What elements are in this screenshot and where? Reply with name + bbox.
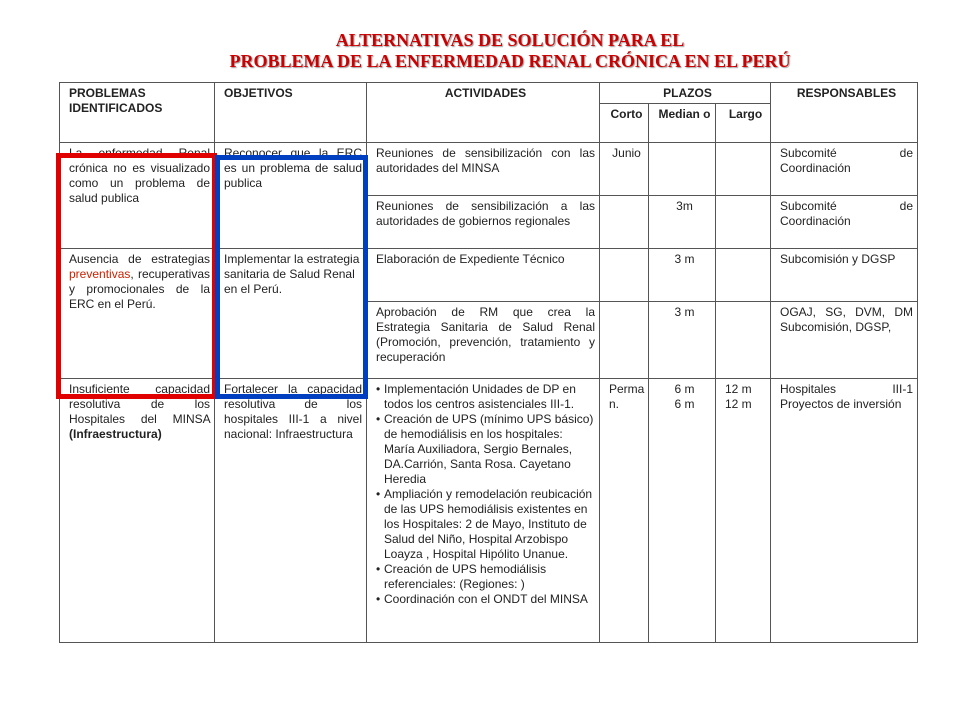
plazo-largo-cell	[716, 249, 771, 302]
solutions-table	[59, 82, 918, 643]
table-row	[60, 249, 918, 302]
list-item: • Ampliación y remodelación reubicación de las UPS hemodiálisis existentes en los Hospitales: 2 de Mayo, Instituto de Salud del Niño, Hospital Arzobispo Loayza , Hospital Hipólito Unanue.	[376, 487, 595, 562]
list-item: • Creación de UPS (mínimo UPS básico) de hemodiálisis en los hospitales: María Auxiliadora, Sergio Bernales, DA.Carrión, Santa Rosa. Cayetano Heredia	[376, 412, 595, 487]
responsable-line: Hospitales III-1	[780, 382, 913, 396]
title-line-1: ALTERNATIVAS DE SOLUCIÓN PARA EL	[335, 30, 685, 50]
list-item: • Implementación Unidades de DP en todos los centros asistenciales III-1.	[376, 382, 595, 412]
responsable-cell: Subcomisión y DGSP	[771, 249, 918, 302]
problem-text-a: Ausencia de estrategias	[69, 252, 210, 266]
problem-cell: La enfermedad Renal crónica no es visualizado como un problema de salud publica	[60, 143, 215, 249]
problem-text-c: , recuperativas y promocionales de la ERC en el Perú.	[69, 267, 210, 311]
header-row	[60, 83, 918, 104]
plazo-value: 12 m	[725, 397, 752, 411]
plazo-largo-cell	[716, 143, 771, 196]
plazo-mediano-cell: 3 m	[649, 249, 716, 302]
activity-cell: Reuniones de sensibilización a las autoridades de gobiernos regionales	[367, 196, 600, 249]
activity-cell: Aprobación de RM que crea la Estrategia Sanitaria de Salud Renal (Promoción, prevención, tratamiento y recuperación	[367, 302, 600, 379]
plazo-mediano-cell	[649, 379, 716, 643]
plazo-corto-cell: Perma n.	[600, 379, 649, 643]
problem-text-a: Insuficiente capacidad resolutiva de los Hospitales del MINSA	[69, 382, 210, 426]
table-row	[60, 143, 918, 196]
activity-list	[376, 382, 595, 607]
responsable-cell: Subcomité de Coordinación	[771, 196, 918, 249]
objective-cell: Implementar la estrategia sanitaria de Salud Renal en el Perú.	[215, 249, 367, 379]
header-problemas: PROBLEMAS IDENTIFICADOS	[60, 83, 215, 143]
problem-cell	[60, 249, 215, 379]
plazo-mediano-cell	[649, 143, 716, 196]
problem-text-highlight: preventivas	[69, 267, 131, 281]
responsable-cell: OGAJ, SG, DVM, DM Subcomisión, DGSP,	[771, 302, 918, 379]
header-responsables: RESPONSABLES	[771, 83, 918, 143]
plazo-value: 12 m	[725, 382, 752, 396]
table-row	[60, 379, 918, 643]
plazo-largo-cell	[716, 379, 771, 643]
plazo-mediano-cell: 3 m	[649, 302, 716, 379]
problem-text-bold: (Infraestructura)	[69, 427, 162, 441]
plazo-largo-cell	[716, 196, 771, 249]
list-item: • Creación de UPS hemodiálisis referenciales: (Regiones: )	[376, 562, 595, 592]
responsable-cell	[771, 379, 918, 643]
plazo-corto-cell	[600, 249, 649, 302]
page-title	[0, 30, 960, 72]
plazo-corto-cell	[600, 196, 649, 249]
list-item: • Coordinación con el ONDT del MINSA	[376, 592, 595, 607]
header-actividades: ACTIVIDADES	[367, 83, 600, 143]
header-mediano: Median o	[649, 104, 716, 143]
problem-cell	[60, 379, 215, 643]
activity-cell: Elaboración de Expediente Técnico	[367, 249, 600, 302]
plazo-corto-cell: Junio	[600, 143, 649, 196]
header-plazos: PLAZOS	[600, 83, 771, 104]
activity-cell	[367, 379, 600, 643]
activity-cell: Reuniones de sensibilización con las autoridades del MINSA	[367, 143, 600, 196]
header-objetivos: OBJETIVOS	[215, 83, 367, 143]
plazo-mediano-cell: 3m	[649, 196, 716, 249]
objective-cell: Fortalecer la capacidad resolutiva de los hospitales III-1 a nivel nacional: Infraestructura	[215, 379, 367, 643]
responsable-cell: Subcomité de Coordinación	[771, 143, 918, 196]
responsable-line: Proyectos de inversión	[780, 397, 902, 411]
plazo-value: 6 m	[674, 397, 695, 411]
header-corto: Corto	[600, 104, 649, 143]
plazo-value: 6 m	[674, 382, 695, 396]
title-line-2: PROBLEMA DE LA ENFERMEDAD RENAL CRÓNICA EN EL PERÚ	[229, 51, 791, 71]
objective-cell: Reconocer que la ERC es un problema de salud publica	[215, 143, 367, 249]
plazo-corto-cell	[600, 302, 649, 379]
header-largo: Largo	[716, 104, 771, 143]
plazo-largo-cell	[716, 302, 771, 379]
